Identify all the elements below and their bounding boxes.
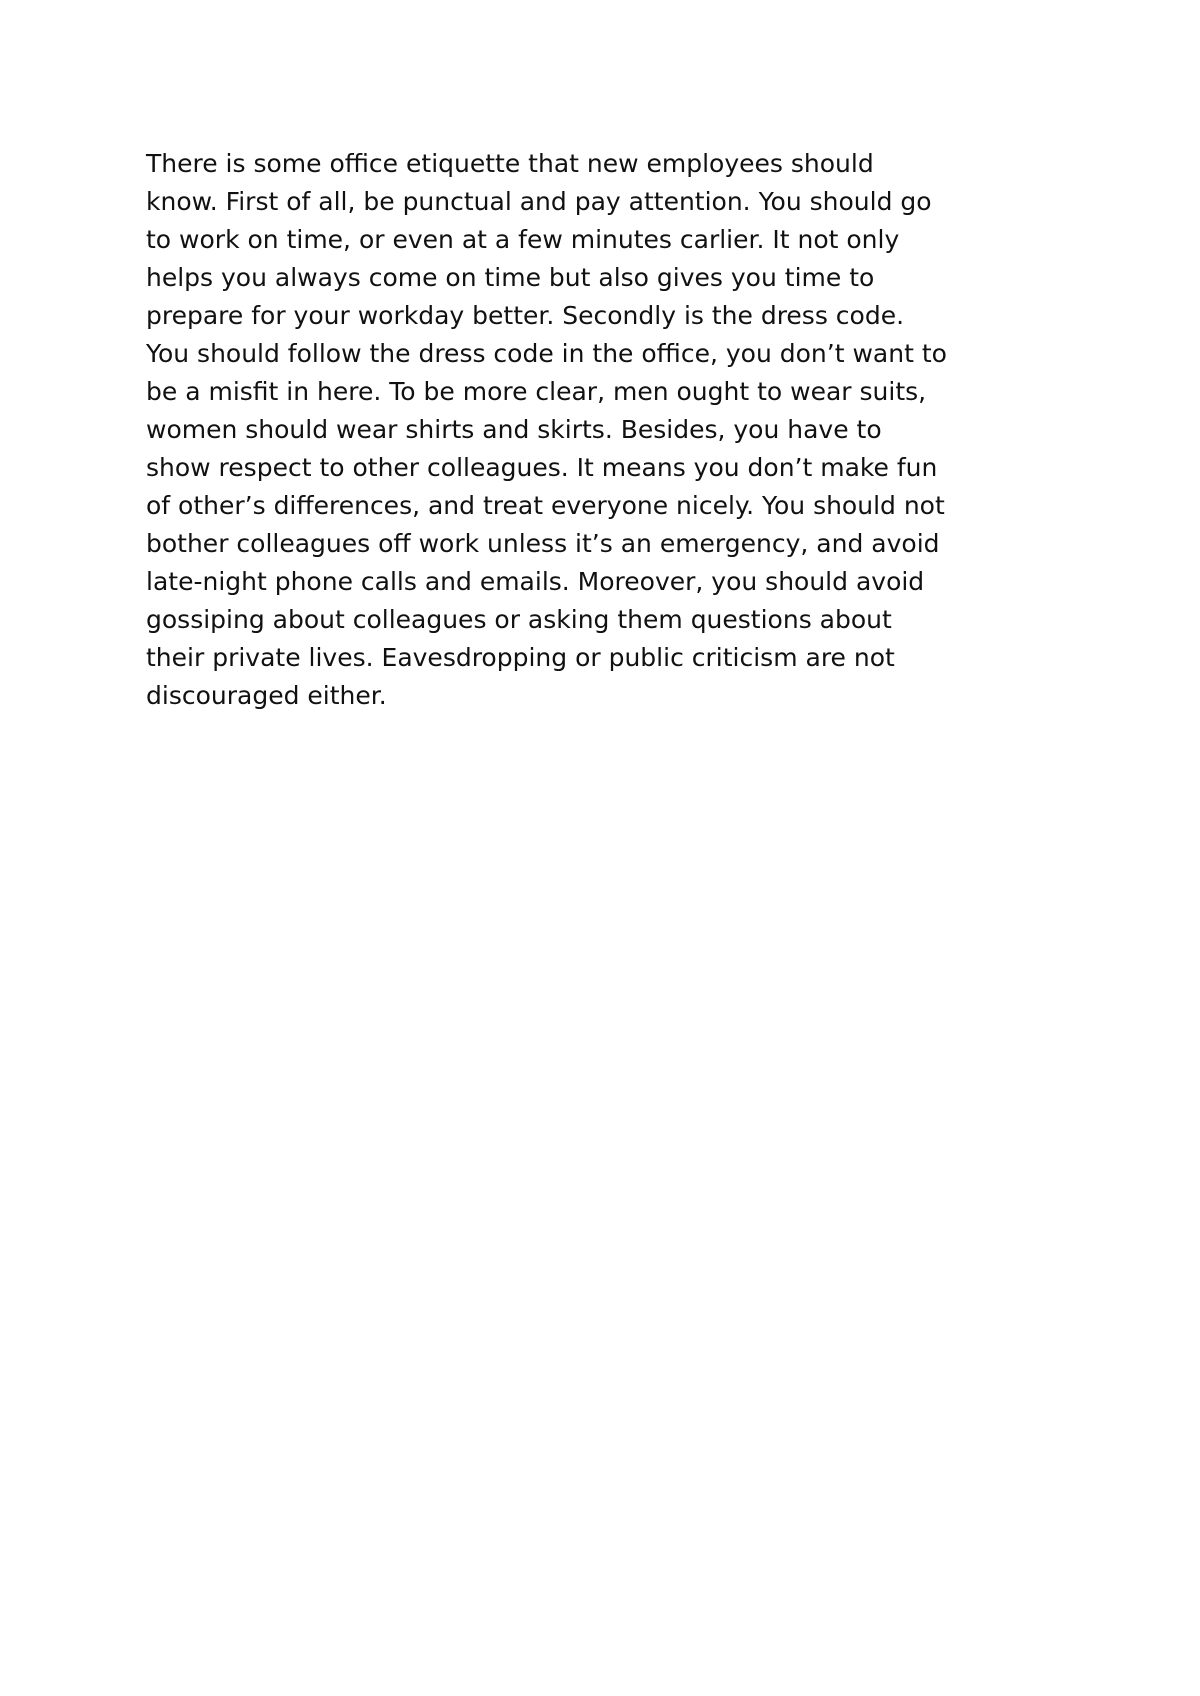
paragraph-line: helps you always come on time but also gives you time to bbox=[146, 263, 875, 292]
paragraph-line: bother colleagues off work unless it’s an emergency, and avoid bbox=[146, 529, 940, 558]
paragraph-line: gossiping about colleagues or asking them questions about bbox=[146, 605, 892, 634]
body-paragraph bbox=[146, 145, 1086, 715]
paragraph-line: show respect to other colleagues. It means you don’t make fun bbox=[146, 453, 938, 482]
paragraph-line: their private lives. Eavesdropping or public criticism are not bbox=[146, 643, 895, 672]
paragraph-line: women should wear shirts and skirts. Besides, you have to bbox=[146, 415, 882, 444]
paragraph-line: of other’s differences, and treat everyone nicely. You should not bbox=[146, 491, 945, 520]
paragraph-line: prepare for your workday better. Secondly is the dress code. bbox=[146, 301, 905, 330]
paragraph-line: to work on time, or even at a few minutes carlier. It not only bbox=[146, 225, 900, 254]
paragraph-line: know. First of all, be punctual and pay attention. You should go bbox=[146, 187, 932, 216]
paragraph-line: late-night phone calls and emails. Moreover, you should avoid bbox=[146, 567, 925, 596]
paragraph-line: There is some office etiquette that new employees should bbox=[146, 149, 874, 178]
paragraph-line: You should follow the dress code in the office, you don’t want to bbox=[146, 339, 947, 368]
paragraph-line: be a misfit in here. To be more clear, men ought to wear suits, bbox=[146, 377, 927, 406]
paragraph-line: discouraged either. bbox=[146, 681, 387, 710]
